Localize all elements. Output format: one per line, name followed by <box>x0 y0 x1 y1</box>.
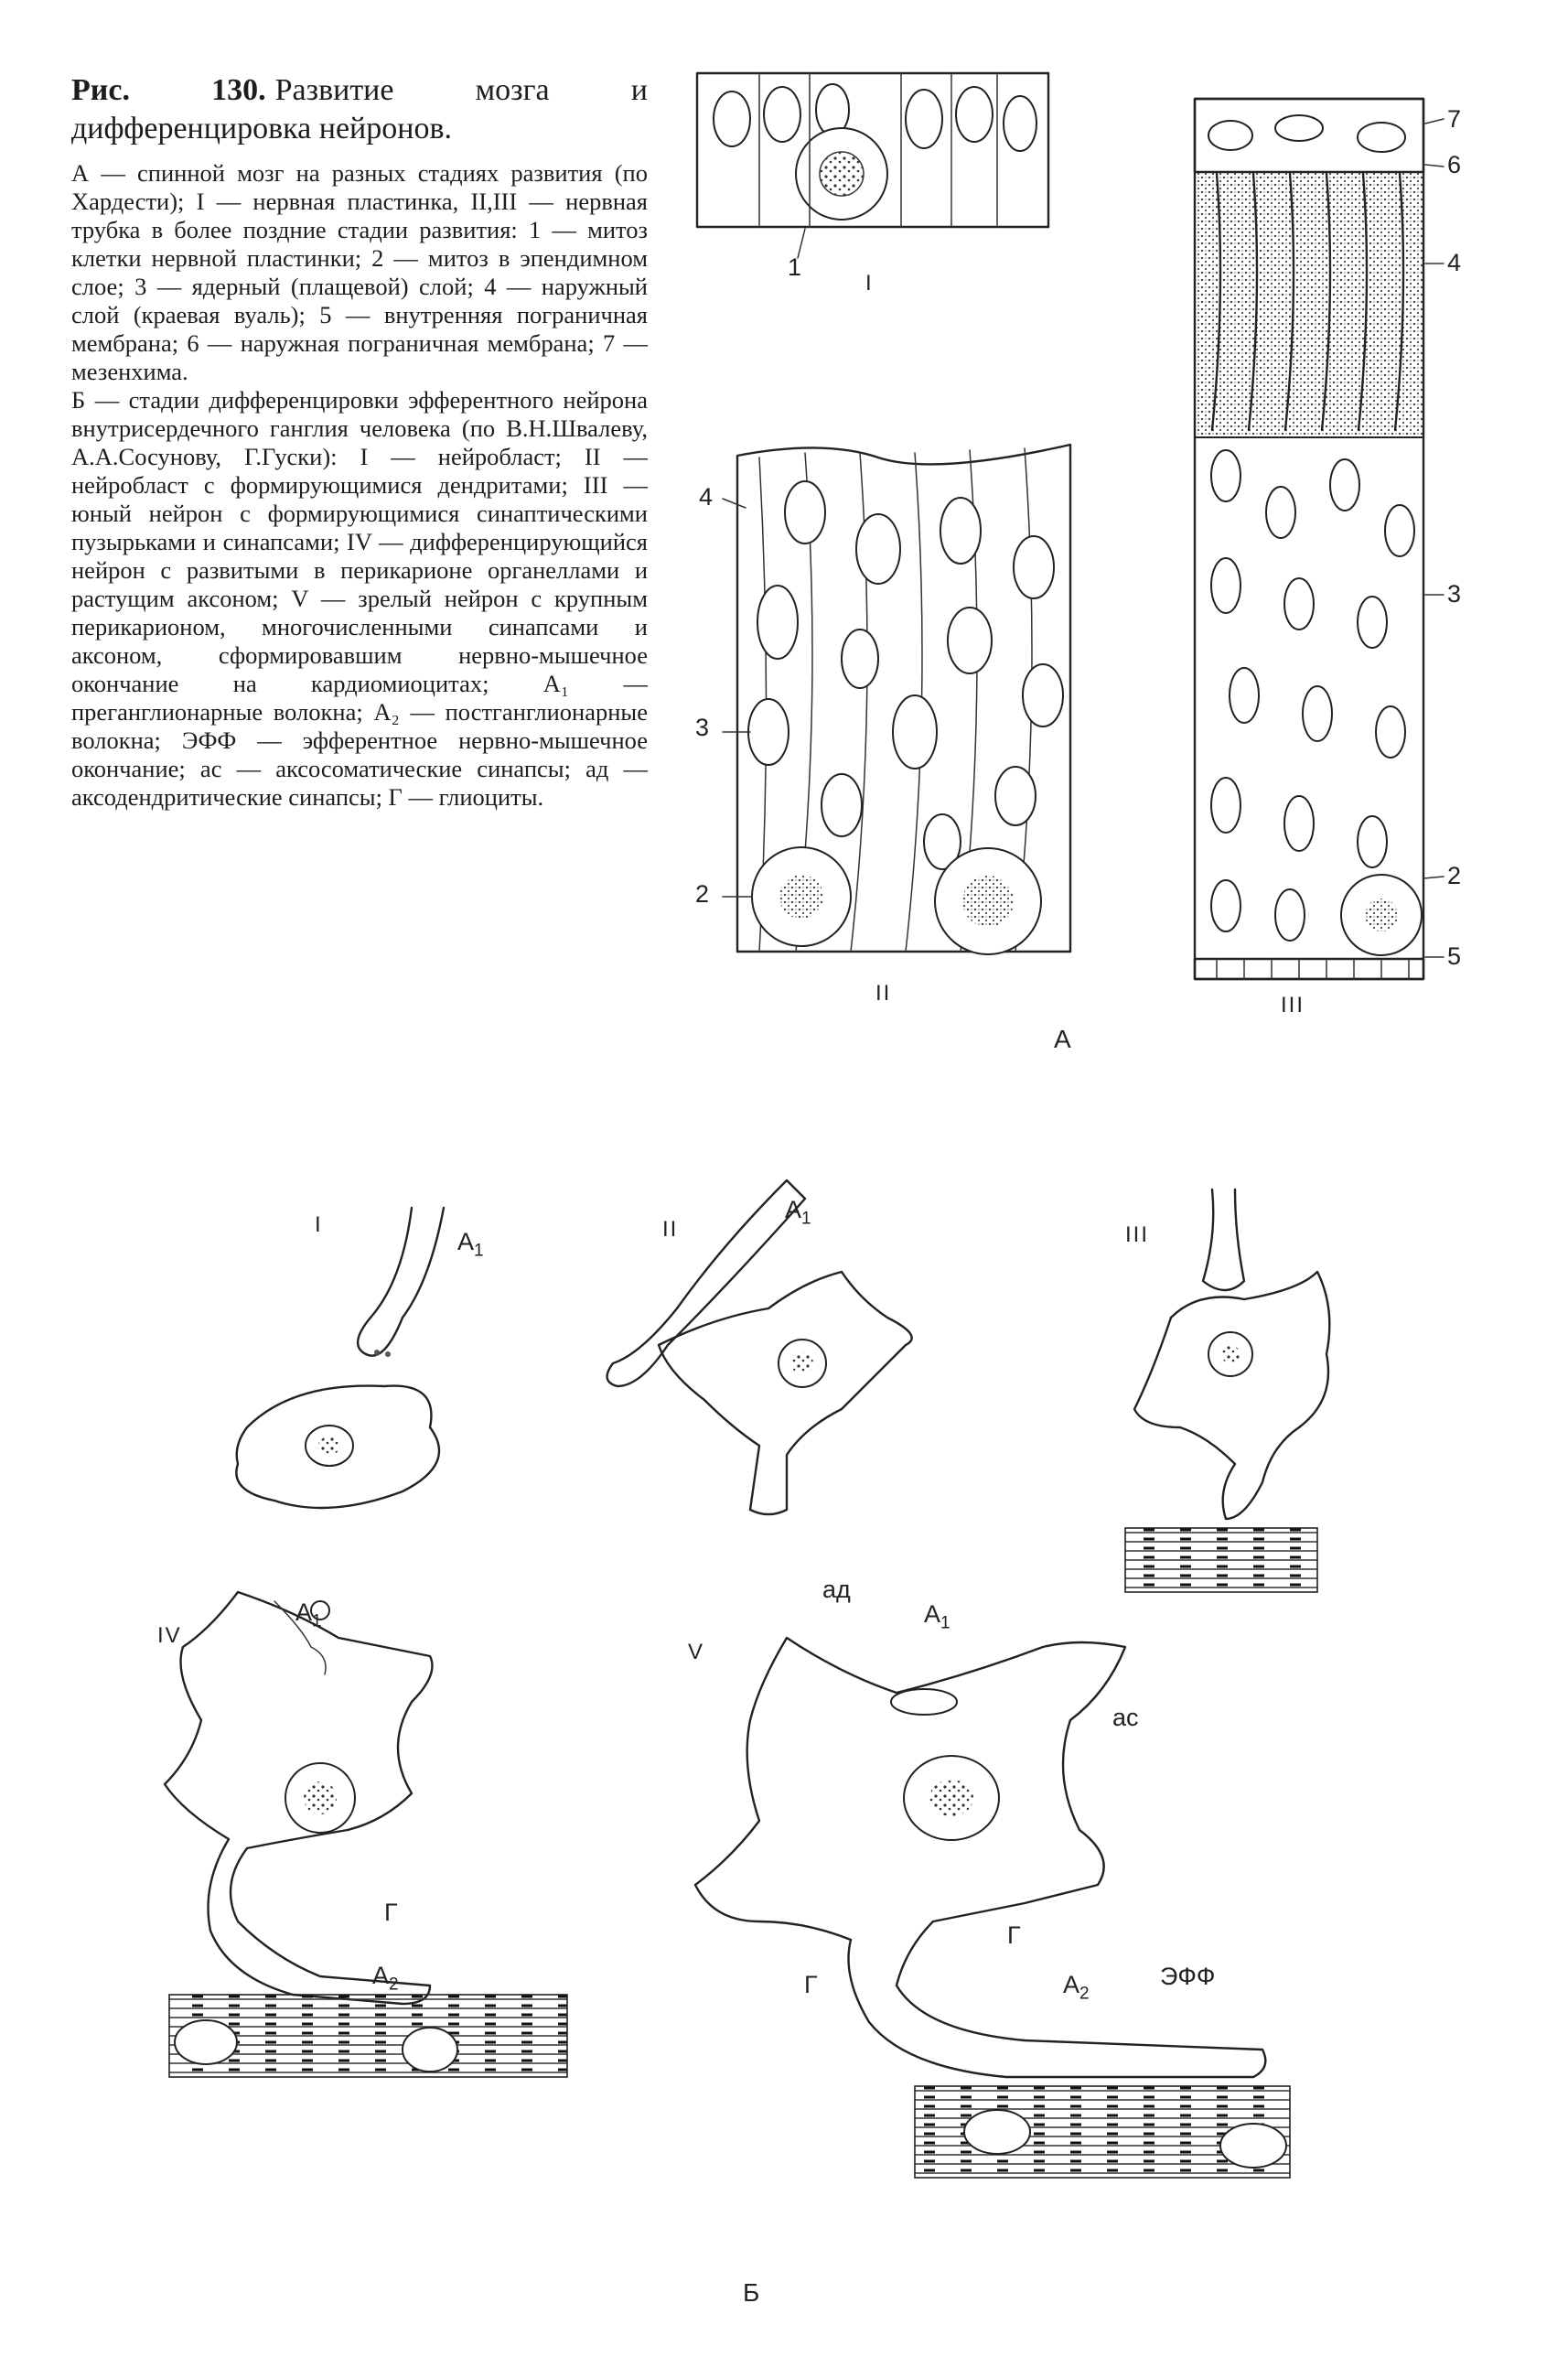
panel-b-stage-5-fiber2-label: $A_2$ <box>1063 1971 1090 2004</box>
panel-b-stage-5-drawing <box>695 1638 1290 2178</box>
panel-a-stage-1-marker-1: 1 <box>788 253 802 281</box>
panel-a-stage-3-marker-6: 6 <box>1447 151 1462 178</box>
caption-part-b: Б — стадии дифференцировки эфферентного нейрона внутрисердечного ганглия человека (по В.Н.Швалеву, А.А.Сосунову, Г.Гуски): I — нейробласт; II — нейробласт с формирующимися дендритами; III — юный нейрон с формирующимися синаптическими пузырьками и синапсами; IV — дифференцирующийся нейрон с развитыми в перикарионе органеллами и растущим аксоном; V — зрелый нейрон с крупным перикарионом, многочисленными синапсами и аксоном, сформировавшим нервно-мышечное окончание на кардиомиоцитах; А₁ — преганглионарные волокна; А₂ — постганглионарные волокна; ЭФФ — эфферентное нервно-мышечное окончание; ас — аксосоматические синапсы; ад — аксодендритические синапсы; Г — глиоциты. <box>71 386 648 811</box>
panel-b-stage-4-roman: IV <box>157 1623 182 1648</box>
panel-a-stage-3-marker-2: 2 <box>1447 862 1462 889</box>
panel-b-stage-1-roman: I <box>315 1212 323 1237</box>
panel-b-stage-1-fiber-label: $A_1$ <box>457 1228 484 1261</box>
panel-b-stage-3-roman: III <box>1125 1222 1150 1247</box>
panel-a-stage-3-drawing <box>1195 99 1444 979</box>
panel-b-stage-5-fiber1-label: $A_1$ <box>924 1600 950 1633</box>
panel-b-stage-5-glia1-label: Г <box>1007 1921 1021 1949</box>
panel-b-stage-5-roman: V <box>688 1640 705 1664</box>
panel-b-stage-5-eff-label: ЭФФ <box>1160 1963 1216 1990</box>
panel-a-stage-3-marker-7: 7 <box>1447 105 1462 133</box>
panel-a-stage-2-marker-4: 4 <box>699 483 714 511</box>
panel-a-stage-2-drawing <box>723 445 1070 954</box>
panel-b-stage-2-fiber-label: $A_1$ <box>785 1196 811 1229</box>
figure-title: Развитие мозга и дифференцировка нейронов. <box>71 73 648 145</box>
panel-b-stage-5-glia2-label: Г <box>804 1971 818 1998</box>
figure-number: Рис. 130. <box>71 73 266 107</box>
panel-b-stage-4-fiber1-label: $A_1$ <box>295 1598 322 1631</box>
panel-b-stage-5-ad-label: ад <box>822 1576 851 1603</box>
panel-a-stage-2-marker-3: 3 <box>695 714 710 741</box>
panel-a-stage-3-marker-4: 4 <box>1447 249 1462 276</box>
panel-b-stage-4-drawing <box>165 1592 567 2077</box>
panel-a-stage-2-roman: II <box>875 981 892 1006</box>
panel-b-label: Б <box>743 2278 760 2307</box>
panel-a-stage-2-marker-2: 2 <box>695 880 710 908</box>
panel-a-stage-3-marker-3: 3 <box>1447 580 1462 608</box>
panel-a-stage-3-marker-5: 5 <box>1447 942 1462 970</box>
panel-a-stage-1-roman: I <box>865 271 874 296</box>
panel-b-stage-4-glia-label: Г <box>384 1899 398 1926</box>
panel-a-stage-3-roman: III <box>1281 993 1305 1017</box>
panel-b-stage-4-fiber2-label: $A_2$ <box>372 1962 399 1995</box>
panel-b-stage-3-drawing <box>1125 1189 1329 1592</box>
caption-part-a: А — спинной мозг на разных стадиях развития (по Хардести); I — нервная пластинка, II,III — нервная трубка в более поздние стадии развития: 1 — митоз клетки нервной пластинки; 2 — митоз в эпендимном слое; 3 — ядерный (плащевой) слой; 4 — наружный слой (краевая вуаль); 5 — внутренняя пограничная мембрана; 6 — наружная пограничная мембрана; 7 — мезенхима. <box>71 159 648 385</box>
panel-b-stage-2-roman: II <box>662 1217 679 1242</box>
panel-b-stage-2-drawing <box>607 1180 912 1514</box>
panel-a-stage-1-drawing <box>697 73 1048 258</box>
panel-b-stage-1-drawing <box>236 1208 444 1508</box>
panel-b-stage-5-ac-label: ас <box>1112 1704 1139 1731</box>
panel-a-label: А <box>1054 1025 1071 1053</box>
